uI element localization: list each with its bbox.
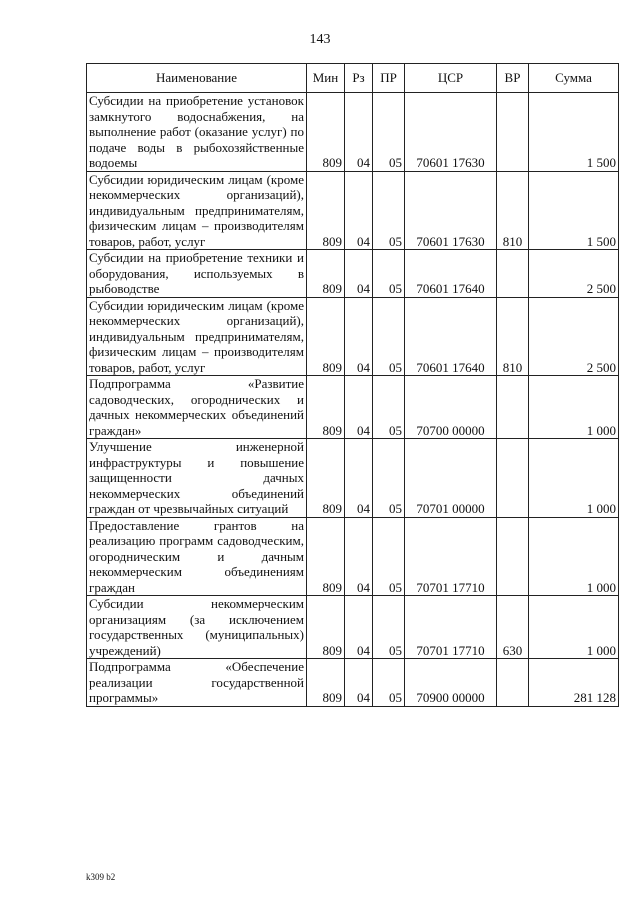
- row-rz: 04: [345, 439, 373, 518]
- row-rz: 04: [345, 659, 373, 707]
- table-row: [87, 596, 619, 659]
- row-pr: 05: [373, 659, 405, 707]
- header-pr: ПР: [373, 64, 405, 93]
- header-min: Мин: [307, 64, 345, 93]
- row-sum: 1 500: [529, 171, 619, 250]
- header-vr: ВР: [497, 64, 529, 93]
- row-min: 809: [307, 659, 345, 707]
- row-csr: 70700 00000: [405, 376, 497, 439]
- row-sum: 281 128: [529, 659, 619, 707]
- row-sum: 1 000: [529, 517, 619, 596]
- budget-table: [86, 63, 619, 707]
- row-sum: 1 000: [529, 439, 619, 518]
- row-pr: 05: [373, 297, 405, 376]
- row-pr: 05: [373, 439, 405, 518]
- row-pr: 05: [373, 517, 405, 596]
- row-min: 809: [307, 517, 345, 596]
- row-rz: 04: [345, 596, 373, 659]
- row-rz: 04: [345, 297, 373, 376]
- row-min: 809: [307, 439, 345, 518]
- row-min: 809: [307, 376, 345, 439]
- row-csr: 70701 00000: [405, 439, 497, 518]
- row-min: 809: [307, 250, 345, 298]
- row-min: 809: [307, 596, 345, 659]
- row-vr: 630: [497, 596, 529, 659]
- row-sum: 2 500: [529, 250, 619, 298]
- row-name: Субсидии юридическим лицам (кроме некоммерческих организаций), индивидуальным предпринимателям, физическим лицам – производителям товаров, работ, услуг: [87, 297, 307, 376]
- row-name: Субсидии некоммерческим организациям (за исключением государственных (муниципальных) учреждений): [87, 596, 307, 659]
- row-vr: [497, 659, 529, 707]
- row-pr: 05: [373, 376, 405, 439]
- row-sum: 1 500: [529, 93, 619, 172]
- row-vr: [497, 250, 529, 298]
- row-csr: 70601 17630: [405, 171, 497, 250]
- table-row: [87, 93, 619, 172]
- row-vr: [497, 517, 529, 596]
- row-sum: 1 000: [529, 376, 619, 439]
- row-rz: 04: [345, 93, 373, 172]
- footer-code: k309 b2: [86, 872, 116, 882]
- row-name: Улучшение инженерной инфраструктуры и повышение защищенности дачных некоммерческих объединений граждан от чрезвычайных ситуаций: [87, 439, 307, 518]
- header-rz: Рз: [345, 64, 373, 93]
- row-csr: 70900 00000: [405, 659, 497, 707]
- row-vr: [497, 93, 529, 172]
- table-row: [87, 376, 619, 439]
- row-pr: 05: [373, 93, 405, 172]
- row-name: Подпрограмма «Обеспечение реализации государственной программы»: [87, 659, 307, 707]
- row-pr: 05: [373, 250, 405, 298]
- row-rz: 04: [345, 171, 373, 250]
- row-pr: 05: [373, 171, 405, 250]
- row-sum: 2 500: [529, 297, 619, 376]
- row-min: 809: [307, 297, 345, 376]
- row-pr: 05: [373, 596, 405, 659]
- row-vr: 810: [497, 297, 529, 376]
- header-sum: Сумма: [529, 64, 619, 93]
- header-csr: ЦСР: [405, 64, 497, 93]
- row-name: Предоставление грантов на реализацию программ садоводческим, огородническим и дачным некоммерческим объединениям граждан: [87, 517, 307, 596]
- row-min: 809: [307, 93, 345, 172]
- row-min: 809: [307, 171, 345, 250]
- table-row: [87, 297, 619, 376]
- table-row: [87, 439, 619, 518]
- row-vr: 810: [497, 171, 529, 250]
- row-name: Субсидии на приобретение установок замкнутого водоснабжения, на выполнение работ (оказание услуг) по подаче воды в рыбохозяйственные водоемы: [87, 93, 307, 172]
- header-name: Наименование: [87, 64, 307, 93]
- table-row: [87, 659, 619, 707]
- table-header-row: [87, 64, 619, 93]
- row-csr: 70601 17630: [405, 93, 497, 172]
- row-rz: 04: [345, 517, 373, 596]
- row-vr: [497, 376, 529, 439]
- row-csr: 70601 17640: [405, 297, 497, 376]
- table-row: [87, 250, 619, 298]
- row-name: Подпрограмма «Развитие садоводческих, огороднических и дачных некоммерческих объединений граждан»: [87, 376, 307, 439]
- row-name: Субсидии на приобретение техники и оборудования, используемых в рыбоводстве: [87, 250, 307, 298]
- row-csr: 70701 17710: [405, 596, 497, 659]
- row-vr: [497, 439, 529, 518]
- table-row: [87, 517, 619, 596]
- page-number: 143: [309, 32, 331, 47]
- row-sum: 1 000: [529, 596, 619, 659]
- row-csr: 70701 17710: [405, 517, 497, 596]
- row-csr: 70601 17640: [405, 250, 497, 298]
- row-name: Субсидии юридическим лицам (кроме некоммерческих организаций), индивидуальным предпринимателям, физическим лицам – производителям товаров, работ, услуг: [87, 171, 307, 250]
- row-rz: 04: [345, 376, 373, 439]
- row-rz: 04: [345, 250, 373, 298]
- table-row: [87, 171, 619, 250]
